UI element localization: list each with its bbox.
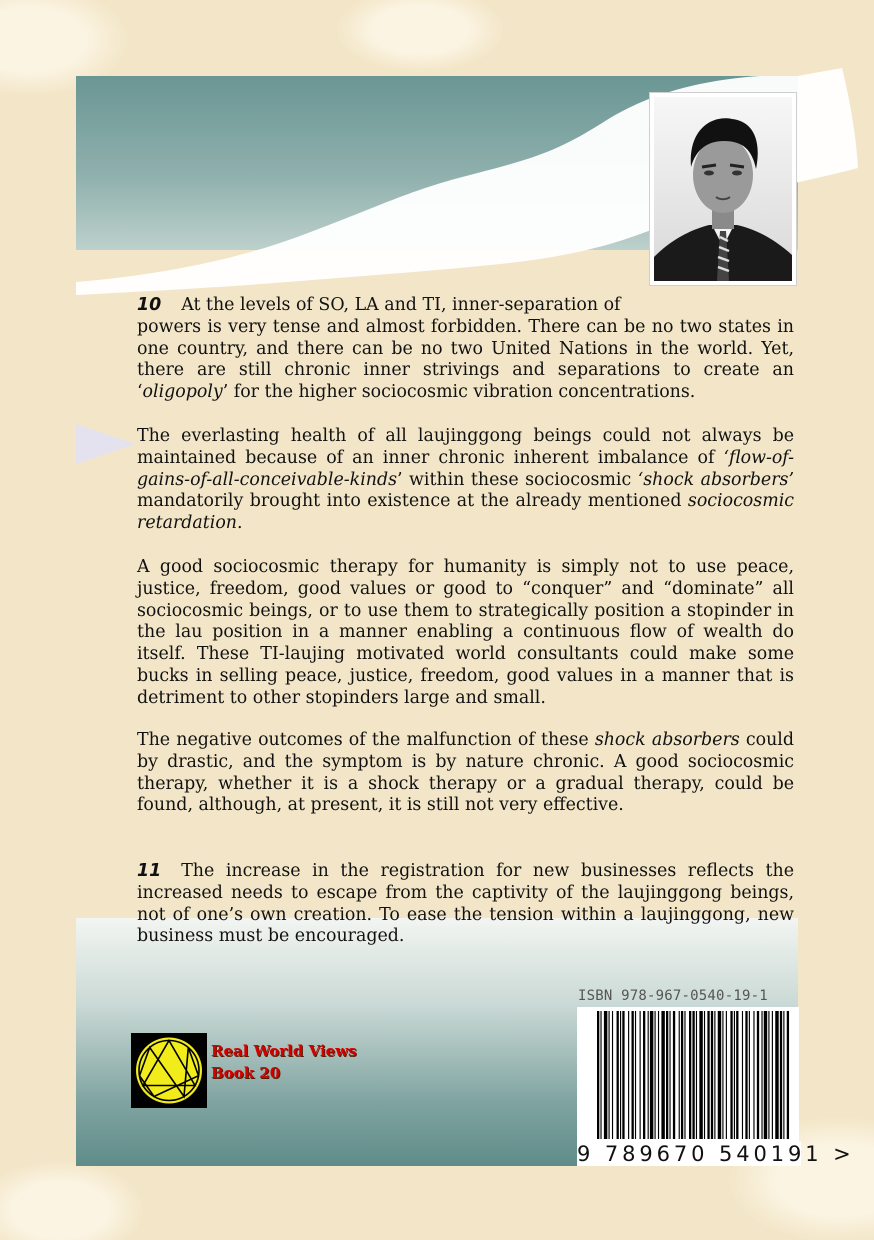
- paragraph-10: [137, 295, 794, 404]
- quote-mark: ‘: [137, 382, 143, 403]
- paragraph-text: powers is very tense and almost forbidden. There can be no two states in one country, and there can be no two United Nations in the world. Yet, there are still chronic inner strivings and separations to create an: [137, 316, 794, 381]
- paragraph-text: within these sociocosmic: [402, 469, 638, 490]
- paragraph-text: The negative outcomes of the malfunction of these: [137, 730, 595, 750]
- enneagram-icon: [131, 1033, 207, 1108]
- paragraph-text: The everlasting health of all laujinggong beings could not always be maintained because of an inner chronic inherent imbalance of: [137, 426, 794, 468]
- series-line-1: Real World Views: [211, 1042, 357, 1060]
- isbn-label: ISBN 978-967-0540-19-1: [578, 988, 768, 1004]
- paragraph-11: [137, 861, 794, 948]
- italic-term: shock absorbers: [594, 730, 740, 750]
- series-title: [211, 1040, 357, 1084]
- italic-term: ‘flow-of-gains-of-all-conceivable-kinds: [137, 447, 794, 490]
- paragraph-negative: [137, 730, 794, 817]
- italic-term: oligopoly: [142, 382, 223, 403]
- paragraph-number: 11: [137, 861, 162, 881]
- italic-term: ‘shock absorbers’: [637, 469, 794, 490]
- paragraph-tail: for the higher sociocosmic vibration concentrations.: [228, 382, 696, 403]
- series-line-2: Book 20: [211, 1064, 281, 1082]
- italic-term: sociocosmic retardation: [137, 491, 794, 534]
- triangle-arrow-icon: [76, 424, 136, 464]
- barcode-bars: [577, 1007, 799, 1143]
- paragraph-first-line: At the levels of SO, LA and TI, inner-separation of: [181, 295, 621, 315]
- paragraph-text: .: [237, 513, 243, 534]
- paragraph-text: mandatorily brought into existence at the already mentioned: [137, 491, 688, 512]
- paragraph-therapy: A good sociocosmic therapy for humanity is simply not to use peace, justice, freedom, good values or good to “conquer” and “dominate” all sociocosmic beings, or to use them to strategically position a stopinder in the lau position in a manner enabling a continuous flow of wealth do itself. These TI-laujing motivated world consultants could make some bucks in selling peace, justice, freedom, good values in a manner that is detriment to other stopinders large and small.: [137, 557, 794, 708]
- quote-mark: ’: [397, 469, 403, 490]
- paragraph-health: [137, 426, 794, 535]
- barcode-digits: 9 789670 540191 >: [577, 1142, 855, 1166]
- author-photo-image: [654, 97, 792, 281]
- author-portrait: [649, 92, 797, 286]
- quote-mark: ’: [222, 382, 229, 403]
- paragraph-text: The increase in the registration for new businesses reflects the increased needs to escape from the captivity of the laujinggong beings, not of one’s own creation. To ease the tension within a laujinggong, new business must be encouraged.: [137, 861, 794, 947]
- paragraph-number: 10: [137, 295, 162, 315]
- paragraph-text: could by drastic, and the symptom is by nature chronic. A good sociocosmic therapy, whether it is a shock therapy or a gradual therapy, could be found, although, at present, it is still not very effective.: [137, 730, 794, 816]
